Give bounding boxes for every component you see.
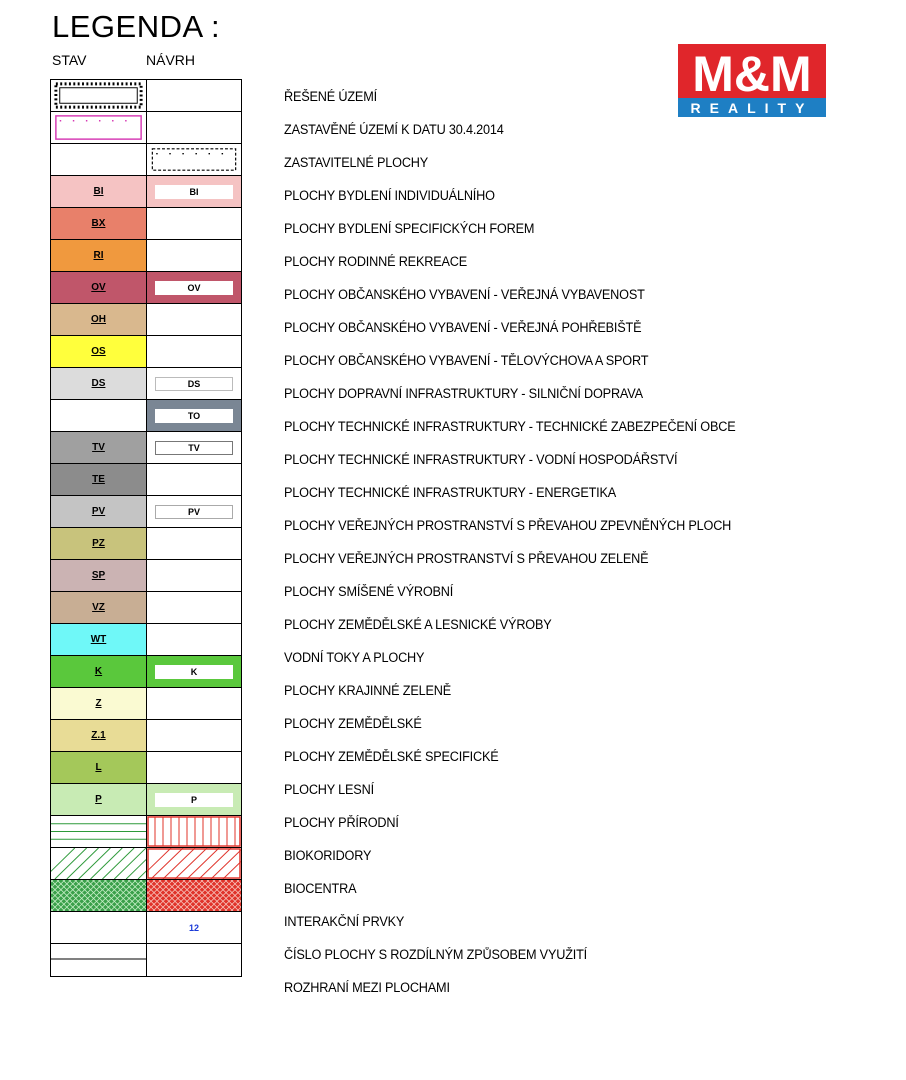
label-ov: PLOCHY OBČANSKÉHO VYBAVENÍ - VEŘEJNÁ VYBAVENOST <box>284 287 645 302</box>
column-header-stav: STAV <box>52 52 87 68</box>
label-p: PLOCHY PŘÍRODNÍ <box>284 815 399 830</box>
symbol-biokoridory-navrh <box>147 816 241 847</box>
code-p: P <box>95 794 102 805</box>
label-reseni-uzemi: ŘEŠENÉ ÚZEMÍ <box>284 89 377 104</box>
code-k: K <box>94 666 103 677</box>
label-wt: VODNÍ TOKY A PLOCHY <box>284 650 425 665</box>
code-l: L <box>95 762 102 773</box>
legend-row <box>51 624 241 656</box>
legend-row <box>51 528 241 560</box>
legend-row <box>51 592 241 624</box>
legend-row <box>51 912 241 944</box>
legend-row <box>51 816 241 848</box>
label-interakcni-prvky: INTERAKČNÍ PRVKY <box>284 914 405 929</box>
legend-row <box>51 144 241 176</box>
label-to: PLOCHY TECHNICKÉ INFRASTRUKTURY - TECHNICKÉ ZABEZPEČENÍ OBCE <box>284 419 736 434</box>
legend-row <box>51 944 241 976</box>
label-pz: PLOCHY VEŘEJNÝCH PROSTRANSTVÍ S PŘEVAHOU ZELENĚ <box>284 551 649 566</box>
symbol-biokoridory-stav <box>51 816 147 847</box>
symbol-zastavitelne-plochy <box>147 144 241 175</box>
symbol-reseni-uzemi <box>51 80 147 111</box>
legend-row <box>51 240 241 272</box>
label-bi: PLOCHY BYDLENÍ INDIVIDUÁLNÍHO <box>284 188 495 203</box>
label-cislo-plochy: ČÍSLO PLOCHY S ROZDÍLNÝM ZPŮSOBEM VYUŽITÍ <box>284 947 588 962</box>
label-vz: PLOCHY ZEMĚDĚLSKÉ A LESNICKÉ VÝROBY <box>284 617 552 632</box>
legend-row <box>51 208 241 240</box>
label-z1: PLOCHY ZEMĚDĚLSKÉ SPECIFICKÉ <box>284 749 499 764</box>
code-tv: TV <box>92 442 105 453</box>
symbol-biocentra-navrh <box>147 848 241 879</box>
label-te: PLOCHY TECHNICKÉ INFRASTRUKTURY - ENERGETIKA <box>284 485 617 500</box>
legend-row <box>51 176 241 208</box>
column-header-navrh: NÁVRH <box>146 52 196 68</box>
legend-title: LEGENDA : <box>52 9 221 44</box>
svg-text:REALITY: REALITY <box>690 100 814 116</box>
label-oh: PLOCHY OBČANSKÉHO VYBAVENÍ - VEŘEJNÁ POHŘEBIŠTĚ <box>284 320 642 335</box>
symbol-biocentra-stav <box>51 848 147 879</box>
label-biokoridory: BIOKORIDORY <box>284 848 372 863</box>
label-rozhrani: ROZHRANÍ MEZI PLOCHAMI <box>284 980 450 995</box>
legend-row <box>51 464 241 496</box>
code-bx: BX <box>91 218 106 229</box>
legend-row <box>51 752 241 784</box>
label-tv: PLOCHY TECHNICKÉ INFRASTRUKTURY - VODNÍ HOSPODÁŘSTVÍ <box>284 452 678 467</box>
area-number: 12 <box>188 922 199 933</box>
code-oh: OH <box>91 314 106 325</box>
label-zastavitelne-plochy: ZASTAVITELNÉ PLOCHY <box>284 155 429 170</box>
legend-row <box>51 784 241 816</box>
legend-row <box>51 880 241 912</box>
code-pz: PZ <box>92 538 105 549</box>
symbol-zastavene-uzemi <box>51 112 147 143</box>
label-os: PLOCHY OBČANSKÉHO VYBAVENÍ - TĚLOVÝCHOVA A SPORT <box>284 353 649 368</box>
mm-reality-logo <box>678 44 826 117</box>
label-ds: PLOCHY DOPRAVNÍ INFRASTRUKTURY - SILNIČNÍ DOPRAVA <box>284 386 643 401</box>
navrh-bi: BI <box>155 185 233 199</box>
legend-row <box>51 496 241 528</box>
code-z1: Z.1 <box>91 730 106 741</box>
label-pv: PLOCHY VEŘEJNÝCH PROSTRANSTVÍ S PŘEVAHOU ZPEVNĚNÝCH PLOCH <box>284 518 732 533</box>
code-bi: BI <box>93 186 104 197</box>
legend-row <box>51 848 241 880</box>
navrh-k: K <box>155 665 233 679</box>
legend-row <box>51 368 241 400</box>
legend-table <box>50 79 242 977</box>
label-z: PLOCHY ZEMĚDĚLSKÉ <box>284 716 422 731</box>
label-biocentra: BIOCENTRA <box>284 881 357 896</box>
legend-row <box>51 656 241 688</box>
navrh-pv: PV <box>155 505 233 519</box>
symbol-interakcni-prvky-navrh <box>147 880 241 911</box>
legend-row <box>51 336 241 368</box>
svg-text:M&M: M&M <box>692 46 812 102</box>
code-vz: VZ <box>92 602 105 613</box>
label-sp: PLOCHY SMÍŠENÉ VÝROBNÍ <box>284 584 454 599</box>
symbol-interakcni-prvky-stav <box>51 880 147 911</box>
navrh-ds: DS <box>155 377 233 391</box>
code-ov: OV <box>91 282 106 293</box>
legend-row <box>51 560 241 592</box>
code-pv: PV <box>91 506 106 517</box>
legend-row <box>51 80 241 112</box>
code-ds: DS <box>91 378 106 389</box>
code-ri: RI <box>93 250 104 261</box>
navrh-p: P <box>155 793 233 807</box>
legend-row <box>51 304 241 336</box>
label-ri: PLOCHY RODINNÉ REKREACE <box>284 254 468 269</box>
code-te: TE <box>92 474 105 485</box>
code-sp: SP <box>91 570 106 581</box>
navrh-ov: OV <box>155 281 233 295</box>
code-z: Z <box>95 698 102 709</box>
code-os: OS <box>91 346 106 357</box>
label-l: PLOCHY LESNÍ <box>284 782 374 797</box>
legend-row <box>51 720 241 752</box>
label-zastavene-uzemi: ZASTAVĚNÉ ÚZEMÍ K DATU 30.4.2014 <box>284 122 504 137</box>
symbol-rozhrani <box>51 944 147 976</box>
legend-row <box>51 432 241 464</box>
label-bx: PLOCHY BYDLENÍ SPECIFICKÝCH FOREM <box>284 221 535 236</box>
navrh-tv: TV <box>155 441 233 455</box>
legend-row <box>51 688 241 720</box>
navrh-to: TO <box>155 409 233 423</box>
legend-row <box>51 400 241 432</box>
label-k: PLOCHY KRAJINNÉ ZELENĚ <box>284 683 451 698</box>
code-wt: WT <box>90 634 107 645</box>
legend-row <box>51 272 241 304</box>
legend-row <box>51 112 241 144</box>
